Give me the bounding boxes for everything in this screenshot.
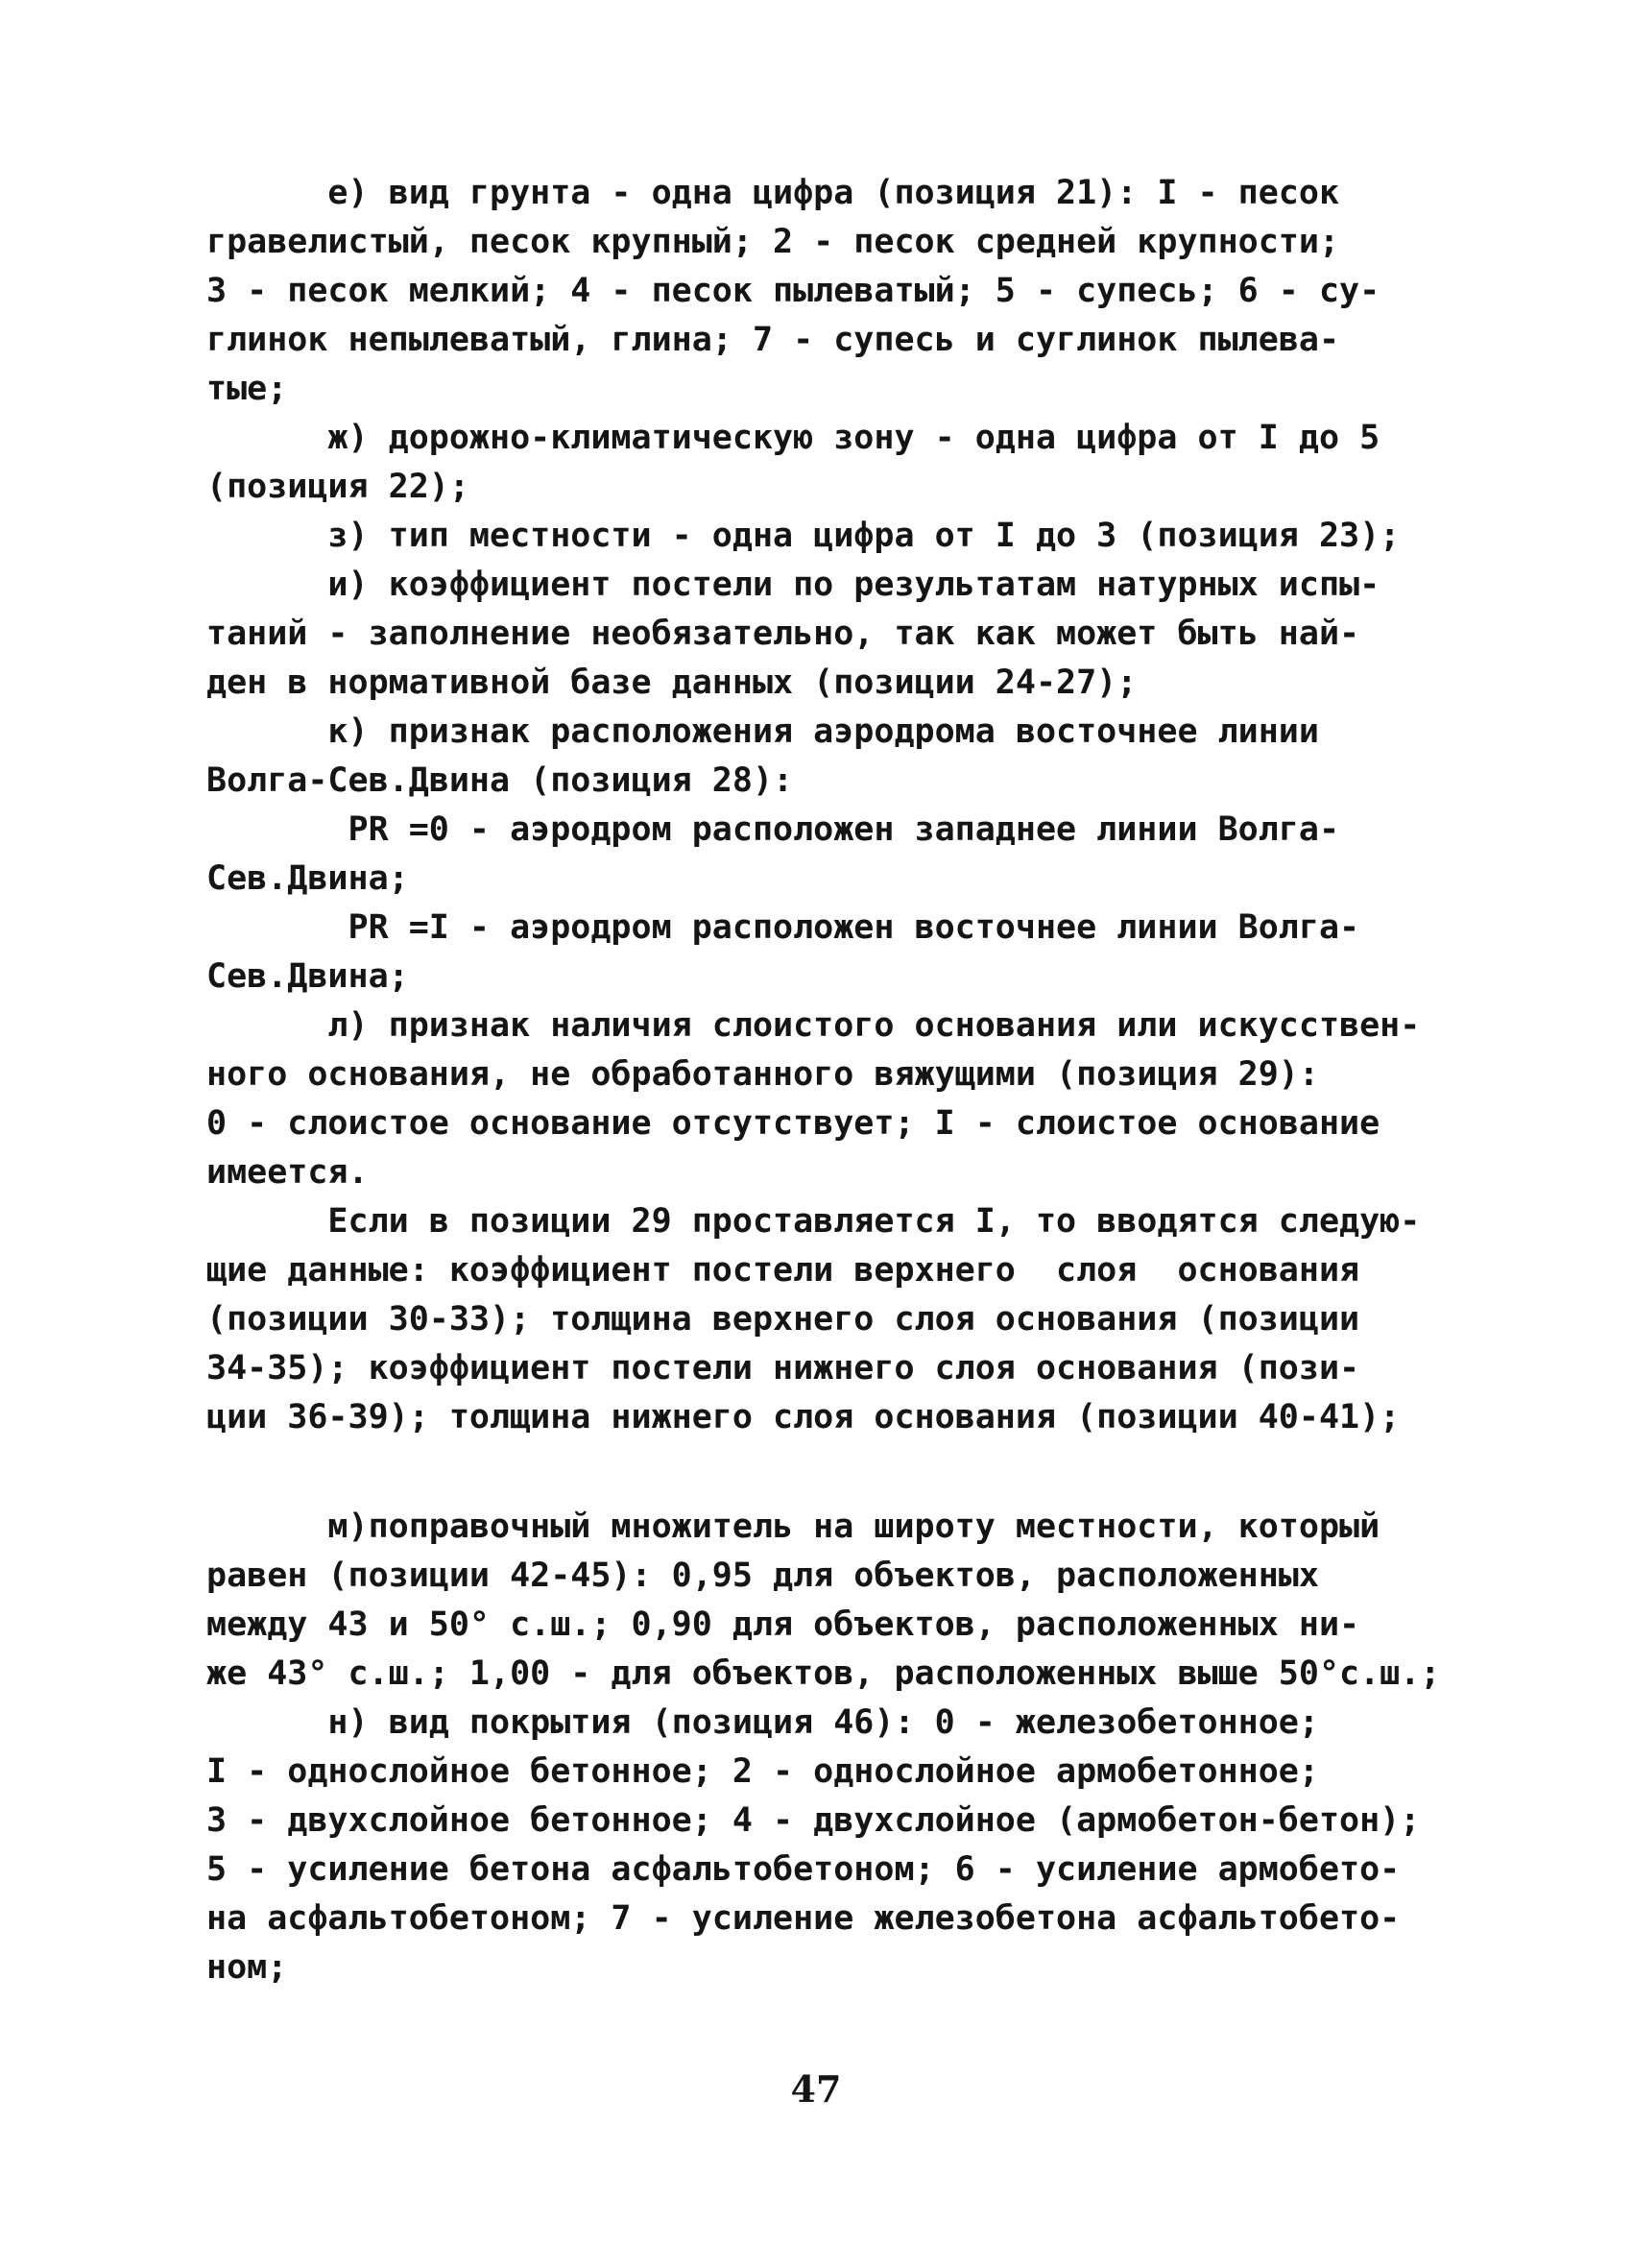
- text-line: 3 - двухслойное бетонное; 4 - двухслойное (армобетон-бетон);: [206, 1801, 1421, 1840]
- text-line: щие данные: коэффициент постели верхнего слоя основания: [206, 1251, 1360, 1290]
- text-line: (позиция 22);: [206, 468, 469, 506]
- text-block-lower: [206, 1503, 1441, 1992]
- page-number: 47: [790, 2067, 842, 2111]
- text-line: ного основания, не обработанного вяжущими (позиция 29):: [206, 1055, 1319, 1094]
- text-line: равен (позиции 42-45): 0,95 для объектов, расположенных: [206, 1556, 1319, 1595]
- text-line: между 43 и 50° с.ш.; 0,90 для объектов, расположенных ни-: [206, 1605, 1360, 1644]
- text-line: Волга-Сев.Двина (позиция 28):: [206, 761, 794, 800]
- text-line: таний - заполнение необязательно, так как может быть най-: [206, 615, 1360, 653]
- text-line: PR =I - аэродром расположен восточнее линии Волга-: [206, 908, 1360, 947]
- text-line: е) вид грунта - одна цифра (позиция 21): I - песок: [206, 174, 1340, 212]
- text-line: н) вид покрытия (позиция 46): 0 - железобетонное;: [206, 1703, 1319, 1742]
- text-line: л) признак наличия слоистого основания или искусствен-: [206, 1006, 1421, 1045]
- text-line: ж) дорожно-климатическую зону - одна цифра от I до 5: [206, 419, 1380, 457]
- text-line: и) коэффициент постели по результатам натурных испы-: [206, 566, 1380, 604]
- text-line: же 43° с.ш.; 1,00 - для объектов, расположенных выше 50°с.ш.;: [206, 1654, 1441, 1693]
- text-line: к) признак расположения аэродрома восточнее линии: [206, 712, 1319, 751]
- text-line: I - однослойное бетонное; 2 - однослойное армобетонное;: [206, 1752, 1319, 1791]
- text-line: PR =0 - аэродром расположен западнее линии Волга-: [206, 810, 1340, 849]
- text-line: Сев.Двина;: [206, 957, 409, 996]
- text-line: глинок непылеватый, глина; 7 - супесь и суглинок пылева-: [206, 321, 1340, 359]
- text-line: 3 - песок мелкий; 4 - песок пылеватый; 5 - супесь; 6 - су-: [206, 272, 1380, 310]
- text-line: ции 36-39); толщина нижнего слоя основания (позиции 40-41);: [206, 1398, 1401, 1436]
- text-line: на асфальтобетоном; 7 - усиление железобетона асфальтобето-: [206, 1899, 1401, 1938]
- text-line: ден в нормативной базе данных (позиции 24-27);: [206, 664, 1138, 702]
- text-line: имеется.: [206, 1153, 369, 1192]
- text-line: (позиции 30-33); толщина верхнего слоя основания (позиции: [206, 1300, 1360, 1339]
- text-line: м)поправочный множитель на широту местности, который: [206, 1508, 1380, 1546]
- text-line: Если в позиции 29 проставляется I, то вводятся следую-: [206, 1202, 1421, 1241]
- text-line: 0 - слоистое основание отсутствует; I - слоистое основание: [206, 1104, 1380, 1143]
- text-line: тые;: [206, 370, 288, 408]
- text-line: 5 - усиление бетона асфальтобетоном; 6 - усиление армобето-: [206, 1850, 1401, 1889]
- text-line: Сев.Двина;: [206, 859, 409, 898]
- text-line: 34-35); коэффициент постели нижнего слоя основания (пози-: [206, 1349, 1360, 1387]
- text-block-upper: [206, 169, 1421, 1442]
- text-line: ном;: [206, 1948, 288, 1987]
- text-line: з) тип местности - одна цифра от I до 3 (позиция 23);: [206, 517, 1401, 555]
- text-line: гравелистый, песок крупный; 2 - песок средней крупности;: [206, 223, 1340, 261]
